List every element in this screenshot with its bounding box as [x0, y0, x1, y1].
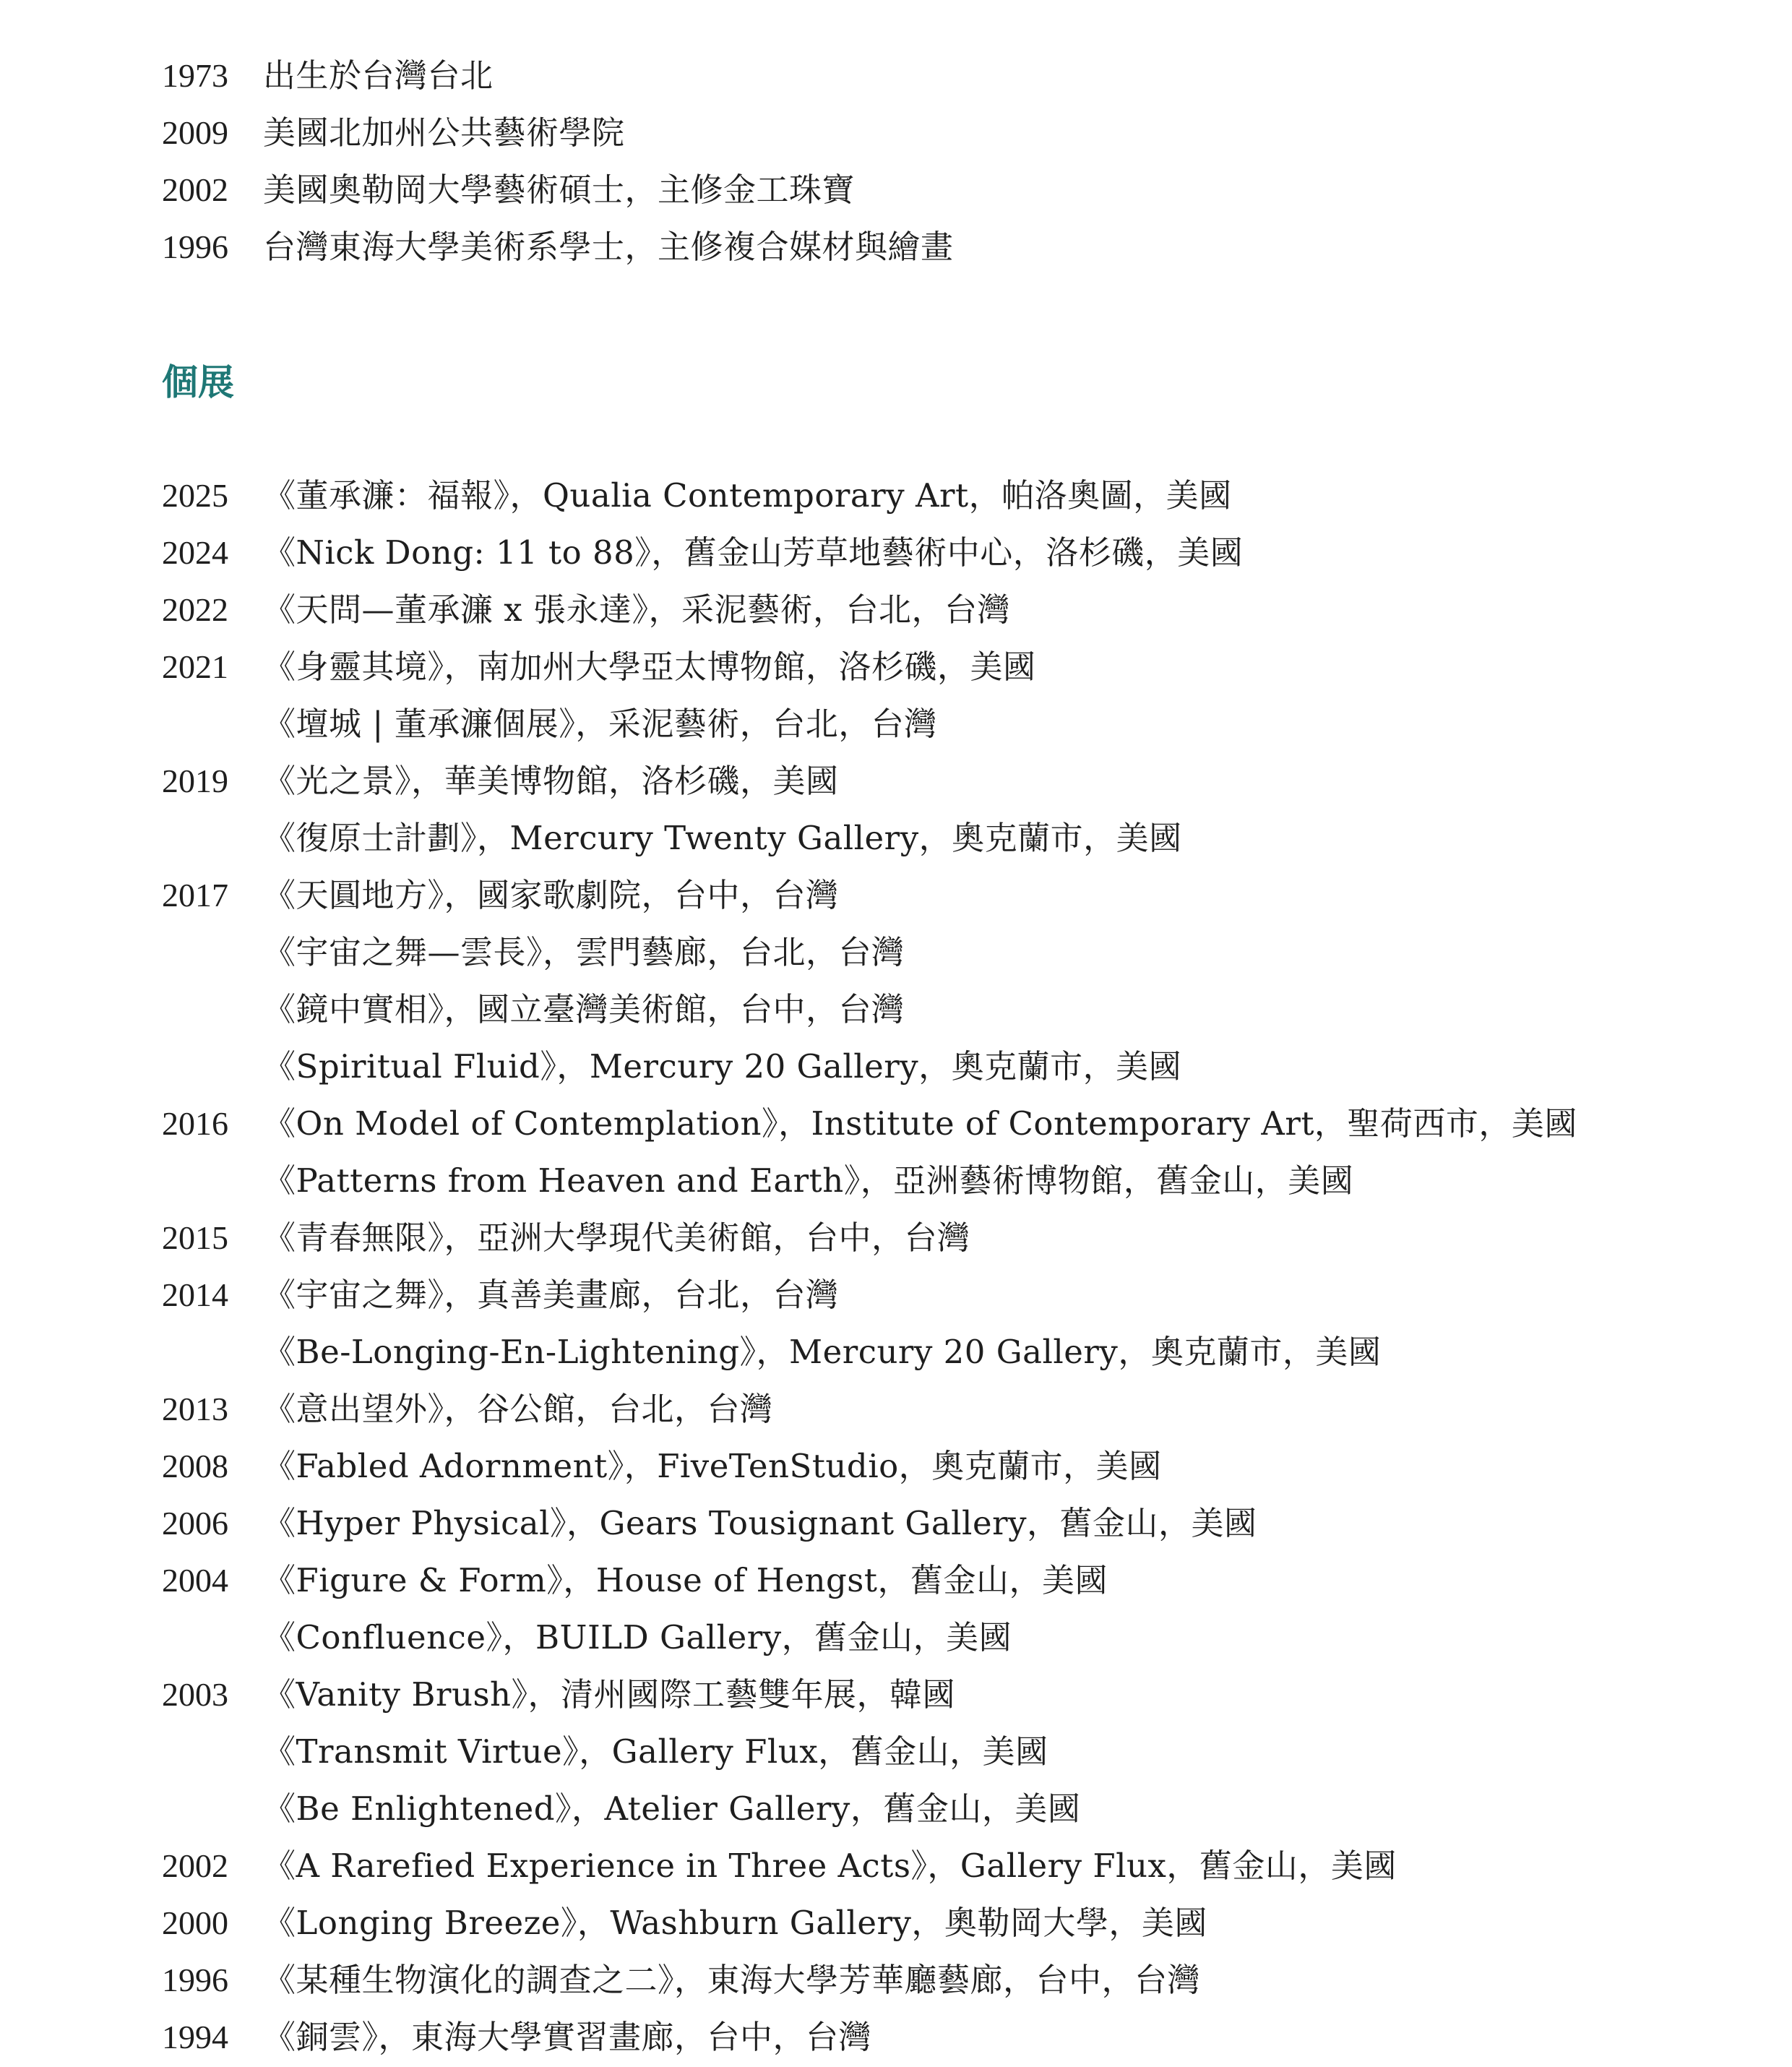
exhibition-text: 《Spiritual Fluid》，Mercury 20 Gallery，奧克蘭市，美國	[263, 1047, 1182, 1086]
exhibition-text: 《Longing Breeze》，Washburn Gallery，奧勒岡大學，美國	[263, 1904, 1207, 1942]
bio-text: 出生於台灣台北	[263, 56, 494, 95]
exhibition-text: 《Confluence》，BUILD Gallery，舊金山，美國	[263, 1618, 1012, 1656]
exhibition-year: 2019	[162, 762, 228, 799]
exhibition-text: 《宇宙之舞—雲長》，雲門藝廊，台北，台灣	[263, 933, 905, 971]
exhibition-year: 2004	[162, 1562, 228, 1599]
solo-exhibitions-heading: 個展	[162, 361, 234, 403]
exhibition-year: 2008	[162, 1448, 228, 1484]
exhibition-text: 《光之景》，華美博物館，洛杉磯，美國	[263, 762, 839, 800]
bio-text: 台灣東海大學美術系學士，主修複合媒材與繪畫	[263, 228, 954, 266]
exhibition-text: 《天圓地方》，國家歌劇院，台中，台灣	[263, 876, 839, 914]
exhibition-text: 《身靈其境》，南加州大學亞太博物館，洛杉磯，美國	[263, 648, 1036, 686]
exhibition-text: 《Vanity Brush》，清州國際工藝雙年展，韓國	[263, 1675, 956, 1714]
exhibition-text: 《Hyper Physical》，Gears Tousignant Gallery，舊金山，美國	[263, 1504, 1257, 1542]
exhibition-text: 《宇宙之舞》，真善美畫廊，台北，台灣	[263, 1276, 839, 1314]
bio-year: 2009	[162, 114, 228, 151]
exhibition-text: 《天問—董承濂 x 張永達》，采泥藝術，台北，台灣	[263, 590, 1010, 629]
exhibition-text: 《復原士計劃》，Mercury Twenty Gallery，奧克蘭市，美國	[263, 819, 1182, 857]
exhibition-text: 《Transmit Virtue》，Gallery Flux，舊金山，美國	[263, 1732, 1048, 1771]
exhibition-year: 2000	[162, 1904, 228, 1941]
exhibition-year: 2006	[162, 1505, 228, 1542]
exhibition-text: 《Be Enlightened》，Atelier Gallery，舊金山，美國	[263, 1789, 1081, 1828]
exhibition-text: 《董承濂：福報》，Qualia Contemporary Art，帕洛奧圖，美國	[263, 476, 1232, 515]
exhibition-year: 1996	[162, 1961, 228, 1998]
exhibition-year: 2002	[162, 1847, 228, 1884]
exhibition-text: 《Figure & Form》，House of Hengst，舊金山，美國	[263, 1561, 1108, 1599]
exhibition-year: 2017	[162, 877, 228, 914]
exhibition-year: 2003	[162, 1676, 228, 1713]
exhibition-year: 2014	[162, 1276, 228, 1313]
exhibition-year: 2013	[162, 1391, 228, 1427]
exhibition-text: 《意出望外》，谷公館，台北，台灣	[263, 1390, 773, 1428]
exhibition-year: 2016	[162, 1105, 228, 1142]
exhibition-text: 《Be-Longing-En-Lightening》，Mercury 20 Gallery，奧克蘭市，美國	[263, 1333, 1382, 1371]
exhibition-text: 《青春無限》，亞洲大學現代美術館，台中，台灣	[263, 1219, 970, 1257]
exhibition-text: 《A Rarefied Experience in Three Acts》，Gallery Flux，舊金山，美國	[263, 1847, 1397, 1885]
exhibition-text: 《On Model of Contemplation》，Institute of Contemporary Art，聖荷西市，美國	[263, 1104, 1577, 1143]
exhibition-text: 《銅雲》，東海大學實習畫廊，台中，台灣	[263, 2018, 872, 2056]
exhibition-year: 2022	[162, 591, 228, 628]
exhibition-year: 2015	[162, 1219, 228, 1256]
exhibition-text: 《Fabled Adornment》，FiveTenStudio，奧克蘭市，美國	[263, 1447, 1162, 1485]
bio-text: 美國奧勒岡大學藝術碩士，主修金工珠寶	[263, 171, 856, 209]
exhibition-text: 《壇城 | 董承濂個展》，采泥藝術，台北，台灣	[263, 705, 937, 743]
exhibition-year: 2021	[162, 648, 228, 685]
bio-year: 2002	[162, 171, 228, 208]
exhibition-text: 《鏡中實相》，國立臺灣美術館，台中，台灣	[263, 990, 905, 1028]
exhibition-text: 《Patterns from Heaven and Earth》，亞洲藝術博物館，舊金山，美國	[263, 1161, 1354, 1200]
bio-year: 1973	[162, 57, 228, 94]
exhibition-year: 2025	[162, 477, 228, 514]
bio-text: 美國北加州公共藝術學院	[263, 113, 625, 152]
bio-year: 1996	[162, 228, 228, 265]
exhibition-text: 《Nick Dong: 11 to 88》，舊金山芳草地藝術中心，洛杉磯，美國	[263, 533, 1244, 572]
exhibition-text: 《某種生物演化的調查之二》，東海大學芳華廳藝廊，台中，台灣	[263, 1961, 1201, 1999]
exhibition-year: 1994	[162, 2019, 228, 2055]
exhibition-year: 2024	[162, 534, 228, 571]
